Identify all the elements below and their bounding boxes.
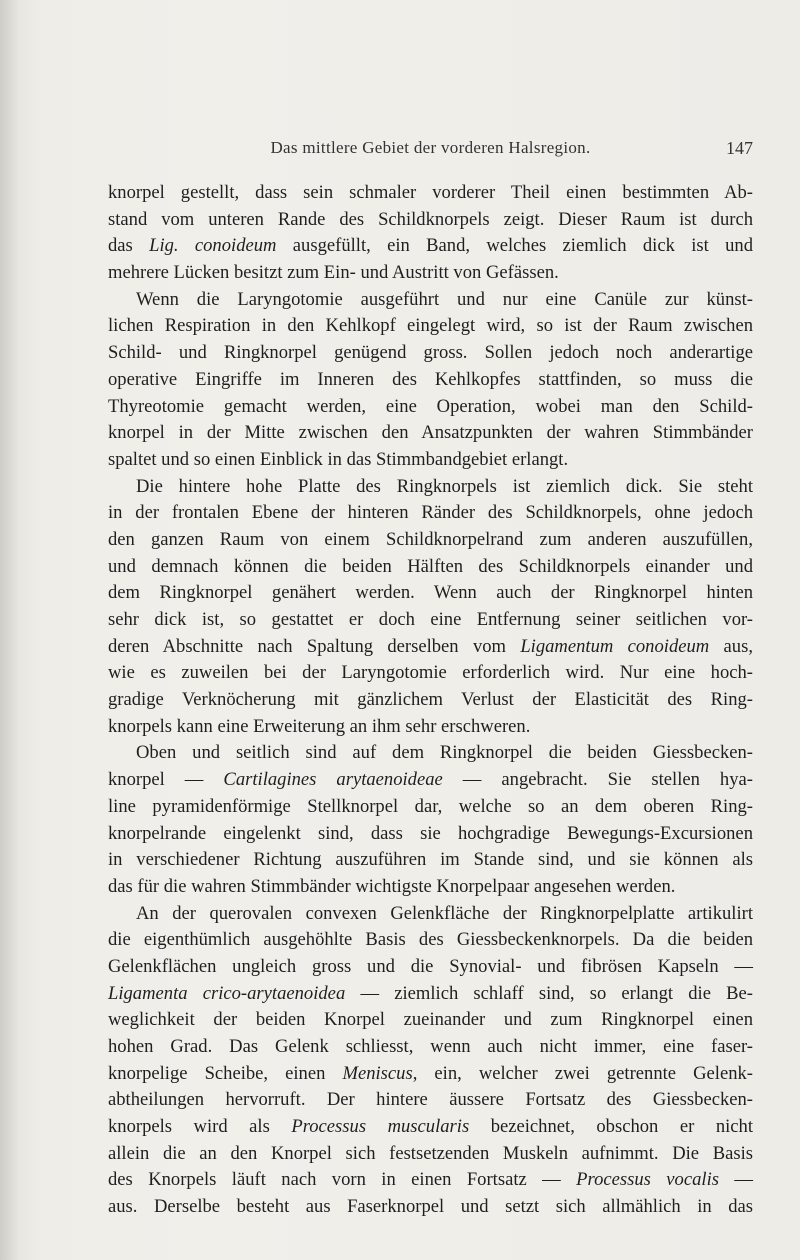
text-line: lichen Respiration in den Kehlkopf eingelegt wird, so ist der Raum zwischen bbox=[108, 315, 753, 337]
text-line: hohen Grad. Das Gelenk schliesst, wenn auch nicht immer, eine faser- bbox=[108, 1036, 753, 1057]
text-line: allein die an den Knorpel sich festsetzenden Muskeln aufnimmt. Die Basis bbox=[108, 1142, 753, 1164]
text-line: abtheilungen hervorruft. Der hintere äussere Fortsatz des Giessbecken- bbox=[108, 1089, 753, 1111]
text-line: knorpelrande eingelenkt sind, dass sie hochgradige Bewegungs-Excursionen bbox=[108, 822, 753, 844]
text-line: An der querovalen convexen Gelenkfläche der Ringknorpelplatte artikulirt bbox=[136, 902, 753, 924]
text-line: in der frontalen Ebene der hinteren Ränder des Schildknorpels, ohne jedoch bbox=[108, 502, 753, 524]
running-header bbox=[108, 138, 753, 164]
text-line: deren Abschnitte nach Spaltung derselben vom Ligamentum conoideum aus, bbox=[108, 635, 753, 657]
text-line: knorpels kann eine Erweiterung an ihm sehr erschweren. bbox=[108, 715, 531, 737]
text-line: Ligamenta crico-arytaenoidea — ziemlich schlaff sind, so erlangt die Be- bbox=[108, 982, 753, 1004]
text-line: Die hintere hohe Platte des Ringknorpels ist ziemlich dick. Sie steht bbox=[136, 475, 753, 497]
text-line: Wenn die Laryngotomie ausgeführt und nur eine Canüle zur künst- bbox=[136, 288, 753, 310]
text-line: den ganzen Raum von einem Schildknorpelrand zum anderen auszufüllen, bbox=[108, 528, 753, 550]
text-line: stand vom unteren Rande des Schildknorpels zeigt. Dieser Raum ist durch bbox=[108, 208, 753, 230]
text-line: knorpel in der Mitte zwischen den Ansatzpunkten der wahren Stimmbänder bbox=[108, 422, 753, 444]
text-line: des Knorpels läuft nach vorn in einen Fortsatz — Processus vocalis — bbox=[108, 1169, 753, 1191]
text-line: wie es zuweilen bei der Laryngotomie erforderlich wird. Nur eine hoch- bbox=[108, 662, 753, 684]
text-line: knorpel gestellt, dass sein schmaler vorderer Theil einen bestimmten Ab- bbox=[108, 182, 753, 203]
running-title: Das mittlere Gebiet der vorderen Halsregion. bbox=[270, 138, 591, 157]
text-line: mehrere Lücken besitzt zum Ein- und Austritt von Gefässen. bbox=[108, 262, 559, 284]
page-number: 147 bbox=[726, 138, 753, 158]
text-line: gradige Verknöcherung mit gänzlichem Verlust der Elasticität des Ring- bbox=[108, 689, 753, 711]
text-line: Oben und seitlich sind auf dem Ringknorpel die beiden Giessbecken- bbox=[136, 742, 753, 764]
text-line: knorpels wird als Processus muscularis bezeichnet, obschon er nicht bbox=[108, 1116, 753, 1138]
text-line: in verschiedener Richtung auszuführen im Stande sind, und sie können als bbox=[108, 849, 753, 871]
text-line: das Lig. conoideum ausgefüllt, ein Band, welches ziemlich dick ist und bbox=[108, 235, 753, 257]
text-line: knorpel — Cartilagines arytaenoideae — angebracht. Sie stellen hya- bbox=[108, 769, 753, 791]
text-line: und demnach können die beiden Hälften des Schildknorpels einander und bbox=[108, 555, 753, 577]
text-line: die eigenthümlich ausgehöhlte Basis des Giessbeckenknorpels. Da die beiden bbox=[108, 929, 753, 951]
body-text bbox=[108, 180, 753, 1221]
text-line: Thyreotomie gemacht werden, eine Operation, wobei man den Schild- bbox=[108, 395, 753, 417]
text-line: Gelenkflächen ungleich gross und die Synovial- und fibrösen Kapseln — bbox=[108, 955, 753, 977]
text-line: aus. Derselbe besteht aus Faserknorpel und setzt sich allmählich in das bbox=[108, 1196, 753, 1218]
text-line: dem Ringknorpel genähert werden. Wenn auch der Ringknorpel hinten bbox=[108, 582, 753, 604]
text-line: das für die wahren Stimmbänder wichtigste Knorpelpaar angesehen werden. bbox=[108, 875, 676, 897]
text-line: operative Eingriffe im Inneren des Kehlkopfes stattfinden, so muss die bbox=[108, 368, 753, 390]
text-line: Schild- und Ringknorpel genügend gross. Sollen jedoch noch anderartige bbox=[108, 342, 753, 364]
text-line: knorpelige Scheibe, einen Meniscus, ein, welcher zwei getrennte Gelenk- bbox=[108, 1062, 753, 1084]
text-line: sehr dick ist, so gestattet er doch eine Entfernung seiner seitlichen vor- bbox=[108, 609, 753, 630]
page-gutter bbox=[0, 0, 18, 1260]
text-line: weglichkeit der beiden Knorpel zueinander und zum Ringknorpel einen bbox=[108, 1009, 753, 1031]
text-line: line pyramidenförmige Stellknorpel dar, welche so an dem oberen Ring- bbox=[108, 795, 753, 817]
text-line: spaltet und so einen Einblick in das Stimmbandgebiet erlangt. bbox=[108, 448, 569, 470]
